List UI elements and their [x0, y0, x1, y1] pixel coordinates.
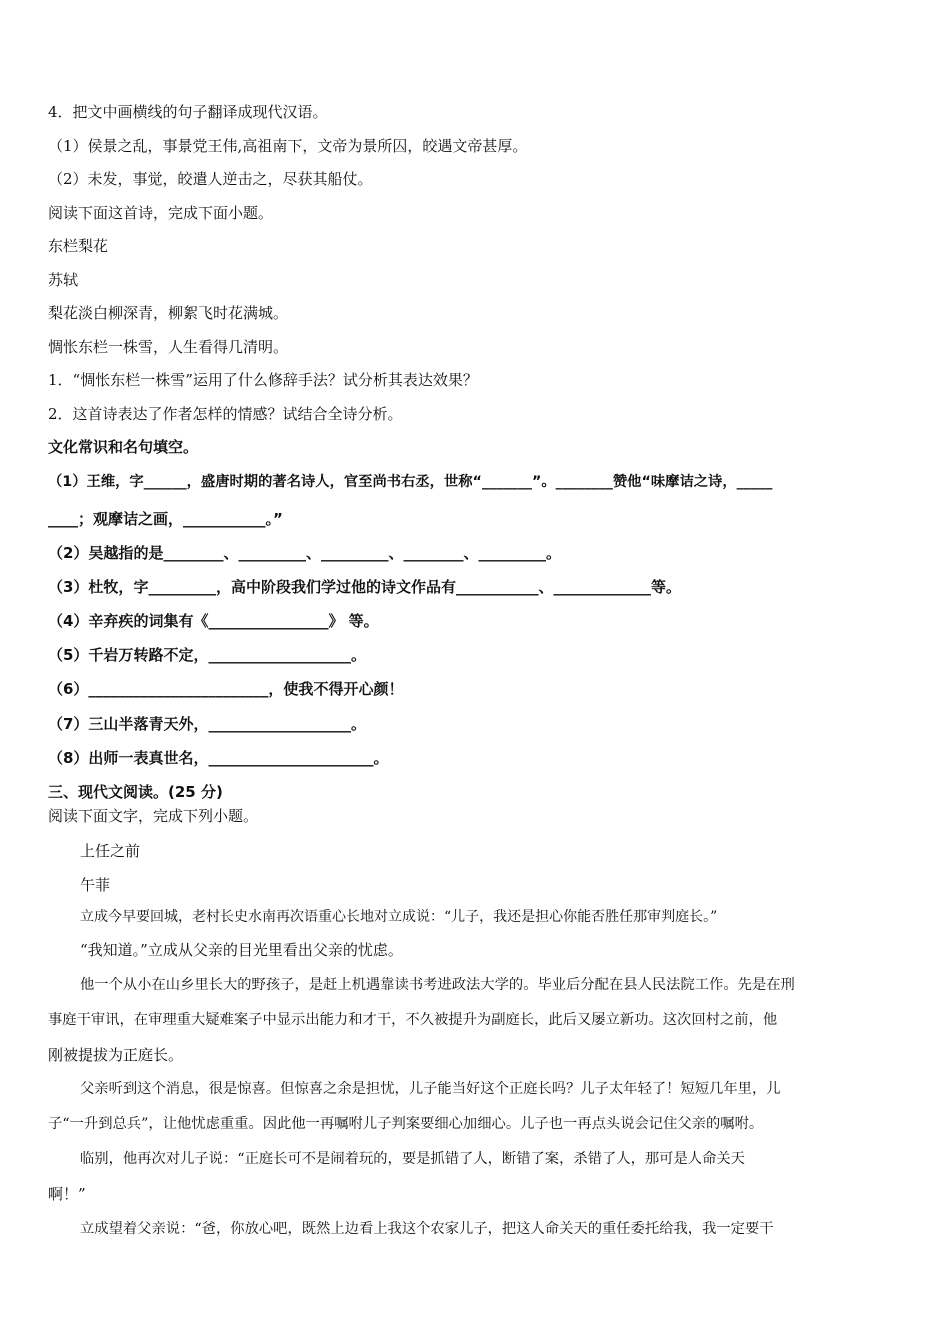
poem-title: 东栏梨花	[48, 237, 109, 255]
poem-line-2: 惆怅东栏一株雪，人生看得几清明。	[48, 338, 289, 356]
story-paragraph-4a: 父亲听到这个消息，很是惊喜。但惊喜之余是担忧，儿子能当好这个正庭长吗？儿子太年轻了！短短几年里，儿	[80, 1081, 781, 1097]
fill-item-3: （3）杜牧，字_________，高中阶段我们学过他的诗文作品有___________、_____________等。	[48, 578, 681, 596]
poem-intro: 阅读下面这首诗，完成下面小题。	[48, 204, 274, 222]
story-paragraph-5b: 啊！”	[48, 1185, 86, 1203]
fill-item-4: （4）辛弃疾的词集有《________________》 等。	[48, 612, 379, 630]
story-title: 上任之前	[80, 842, 141, 860]
fill-item-8: （8）出师一表真世名，______________________。	[48, 749, 389, 767]
poem-question-1: 1．“惆怅东栏一株雪”运用了什么修辞手法？试分析其表达效果？	[48, 371, 478, 389]
fill-item-5: （5）千岩万转路不定，___________________。	[48, 646, 366, 664]
fill-header: 文化常识和名句填空。	[48, 438, 199, 456]
q4-sentence-1: （1）侯景之乱，事景党王伟,高祖南下，文帝为景所囚，皎遇文帝甚厚。	[48, 137, 528, 155]
q4-title: 4．把文中画横线的句子翻译成现代汉语。	[48, 103, 328, 121]
story-paragraph-4b: 子“一升到总兵”，让他忧虑重重。因此他一再嘱咐儿子判案要细心加细心。儿子也一再点头说会记住父亲的嘱咐。	[48, 1116, 764, 1132]
fill-item-7: （7）三山半落青天外，___________________。	[48, 715, 366, 733]
story-paragraph-1: 立成今早要回城，老村长史水南再次语重心长地对立成说：“儿子，我还是担心你能否胜任那审判庭长。”	[80, 909, 718, 925]
story-paragraph-3c: 刚被提拔为正庭长。	[48, 1046, 184, 1064]
story-paragraph-3a: 他一个从小在山乡里长大的野孩子，是赶上机遇靠读书考进政法大学的。毕业后分配在县人民法院工作。先是在刑	[80, 977, 795, 993]
poem-line-1: 梨花淡白柳深青，柳絮飞时花满城。	[48, 304, 289, 322]
fill-item-1b: ____；观摩诘之画，___________。”	[48, 510, 283, 528]
story-paragraph-6a: 立成望着父亲说：“爸，你放心吧，既然上边看上我这个农家儿子，把这人命关天的重任委托给我，我一定要干	[80, 1221, 774, 1237]
poem-author: 苏轼	[48, 271, 79, 289]
fill-item-6: （6）________________________，使我不得开心颜！	[48, 680, 404, 698]
story-paragraph-5a: 临别，他再次对儿子说：“正庭长可不是闹着玩的，要是抓错了人，断错了案，杀错了人，那可是人命关天	[80, 1151, 745, 1167]
section3-header: 三、现代文阅读。(25 分)	[48, 783, 223, 801]
story-paragraph-2: “我知道。”立成从父亲的目光里看出父亲的忧虑。	[80, 941, 403, 959]
fill-item-2: （2）吴越指的是________、_________、_________、________、_________。	[48, 544, 561, 562]
section3-intro: 阅读下面文字，完成下列小题。	[48, 807, 259, 825]
story-author: 午菲	[80, 876, 111, 894]
story-paragraph-3b: 事庭干审讯，在审理重大疑难案子中显示出能力和才干，不久被提升为副庭长，此后又屡立新功。这次回村之前，他	[48, 1012, 778, 1028]
poem-question-2: 2．这首诗表达了作者怎样的情感？试结合全诗分析。	[48, 405, 403, 423]
fill-item-1a: （1）王维，字______，盛唐时期的著名诗人，官至尚书右丞，世称“_______”。________赞他“味摩诘之诗，_____	[48, 474, 773, 490]
q4-sentence-2: （2）未发，事觉，皎遣人逆击之，尽获其船仗。	[48, 170, 373, 188]
